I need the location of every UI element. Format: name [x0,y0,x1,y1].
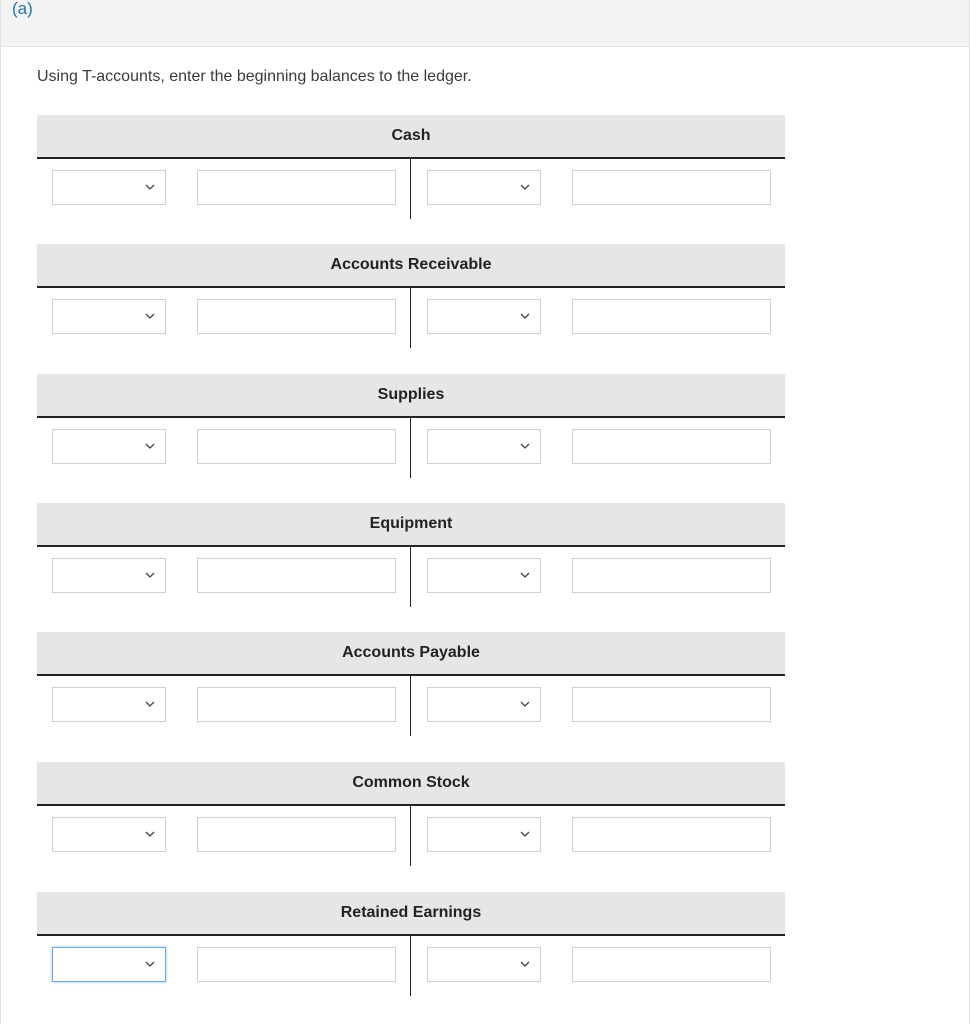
t-account-common-stock [37,762,785,867]
debit-date-select[interactable] [52,170,166,205]
debit-amount-input[interactable] [197,170,396,205]
debit-date-select[interactable] [52,947,166,982]
t-account-retained-earnings [37,892,785,997]
debit-date-select[interactable] [52,817,166,852]
credit-amount-input[interactable] [572,299,771,334]
credit-amount-input[interactable] [572,687,771,722]
part-label: (a) [12,0,33,18]
chevron-down-icon [520,828,530,840]
chevron-down-icon [520,958,530,970]
chevron-down-icon [520,181,530,193]
instruction-text: Using T-accounts, enter the beginning balances to the ledger. [37,68,472,85]
t-account-divider [410,547,411,607]
chevron-down-icon [520,698,530,710]
part-header [0,0,970,47]
credit-date-select[interactable] [427,558,541,593]
account-title: Retained Earnings [340,904,482,921]
chevron-down-icon [520,310,530,322]
t-account-header [37,244,785,288]
chevron-down-icon [520,569,530,581]
chevron-down-icon [145,181,155,193]
debit-amount-input[interactable] [197,429,396,464]
account-title: Accounts Receivable [330,256,492,273]
credit-date-select[interactable] [427,429,541,464]
t-account-equipment [37,503,785,608]
credit-amount-input[interactable] [572,817,771,852]
debit-amount-input[interactable] [197,687,396,722]
account-title: Common Stock [352,774,470,791]
t-account-divider [410,288,411,348]
credit-date-select[interactable] [427,947,541,982]
t-account-supplies [37,374,785,479]
t-account-header [37,892,785,936]
debit-date-select[interactable] [52,687,166,722]
t-account-header [37,762,785,806]
t-account-header [37,115,785,159]
t-account-accounts-payable [37,632,785,737]
chevron-down-icon [145,569,155,581]
t-account-divider [410,159,411,219]
chevron-down-icon [145,698,155,710]
account-title: Accounts Payable [342,644,480,661]
account-title: Supplies [377,386,445,403]
debit-date-select[interactable] [52,429,166,464]
debit-amount-input[interactable] [197,817,396,852]
credit-amount-input[interactable] [572,947,771,982]
t-account-header [37,632,785,676]
chevron-down-icon [145,440,155,452]
t-account-header [37,503,785,547]
credit-date-select[interactable] [427,299,541,334]
account-title: Cash [391,127,431,144]
t-account-divider [410,676,411,736]
chevron-down-icon [145,958,155,970]
t-account-divider [410,806,411,866]
account-title: Equipment [369,515,453,532]
debit-amount-input[interactable] [197,558,396,593]
credit-amount-input[interactable] [572,170,771,205]
chevron-down-icon [520,440,530,452]
chevron-down-icon [145,310,155,322]
t-account-header [37,374,785,418]
debit-amount-input[interactable] [197,299,396,334]
debit-amount-input[interactable] [197,947,396,982]
t-account-divider [410,418,411,478]
debit-date-select[interactable] [52,558,166,593]
credit-date-select[interactable] [427,170,541,205]
t-account-accounts-receivable [37,244,785,349]
credit-amount-input[interactable] [572,558,771,593]
t-account-divider [410,936,411,996]
chevron-down-icon [145,828,155,840]
credit-amount-input[interactable] [572,429,771,464]
credit-date-select[interactable] [427,687,541,722]
credit-date-select[interactable] [427,817,541,852]
debit-date-select[interactable] [52,299,166,334]
t-account-cash [37,115,785,220]
